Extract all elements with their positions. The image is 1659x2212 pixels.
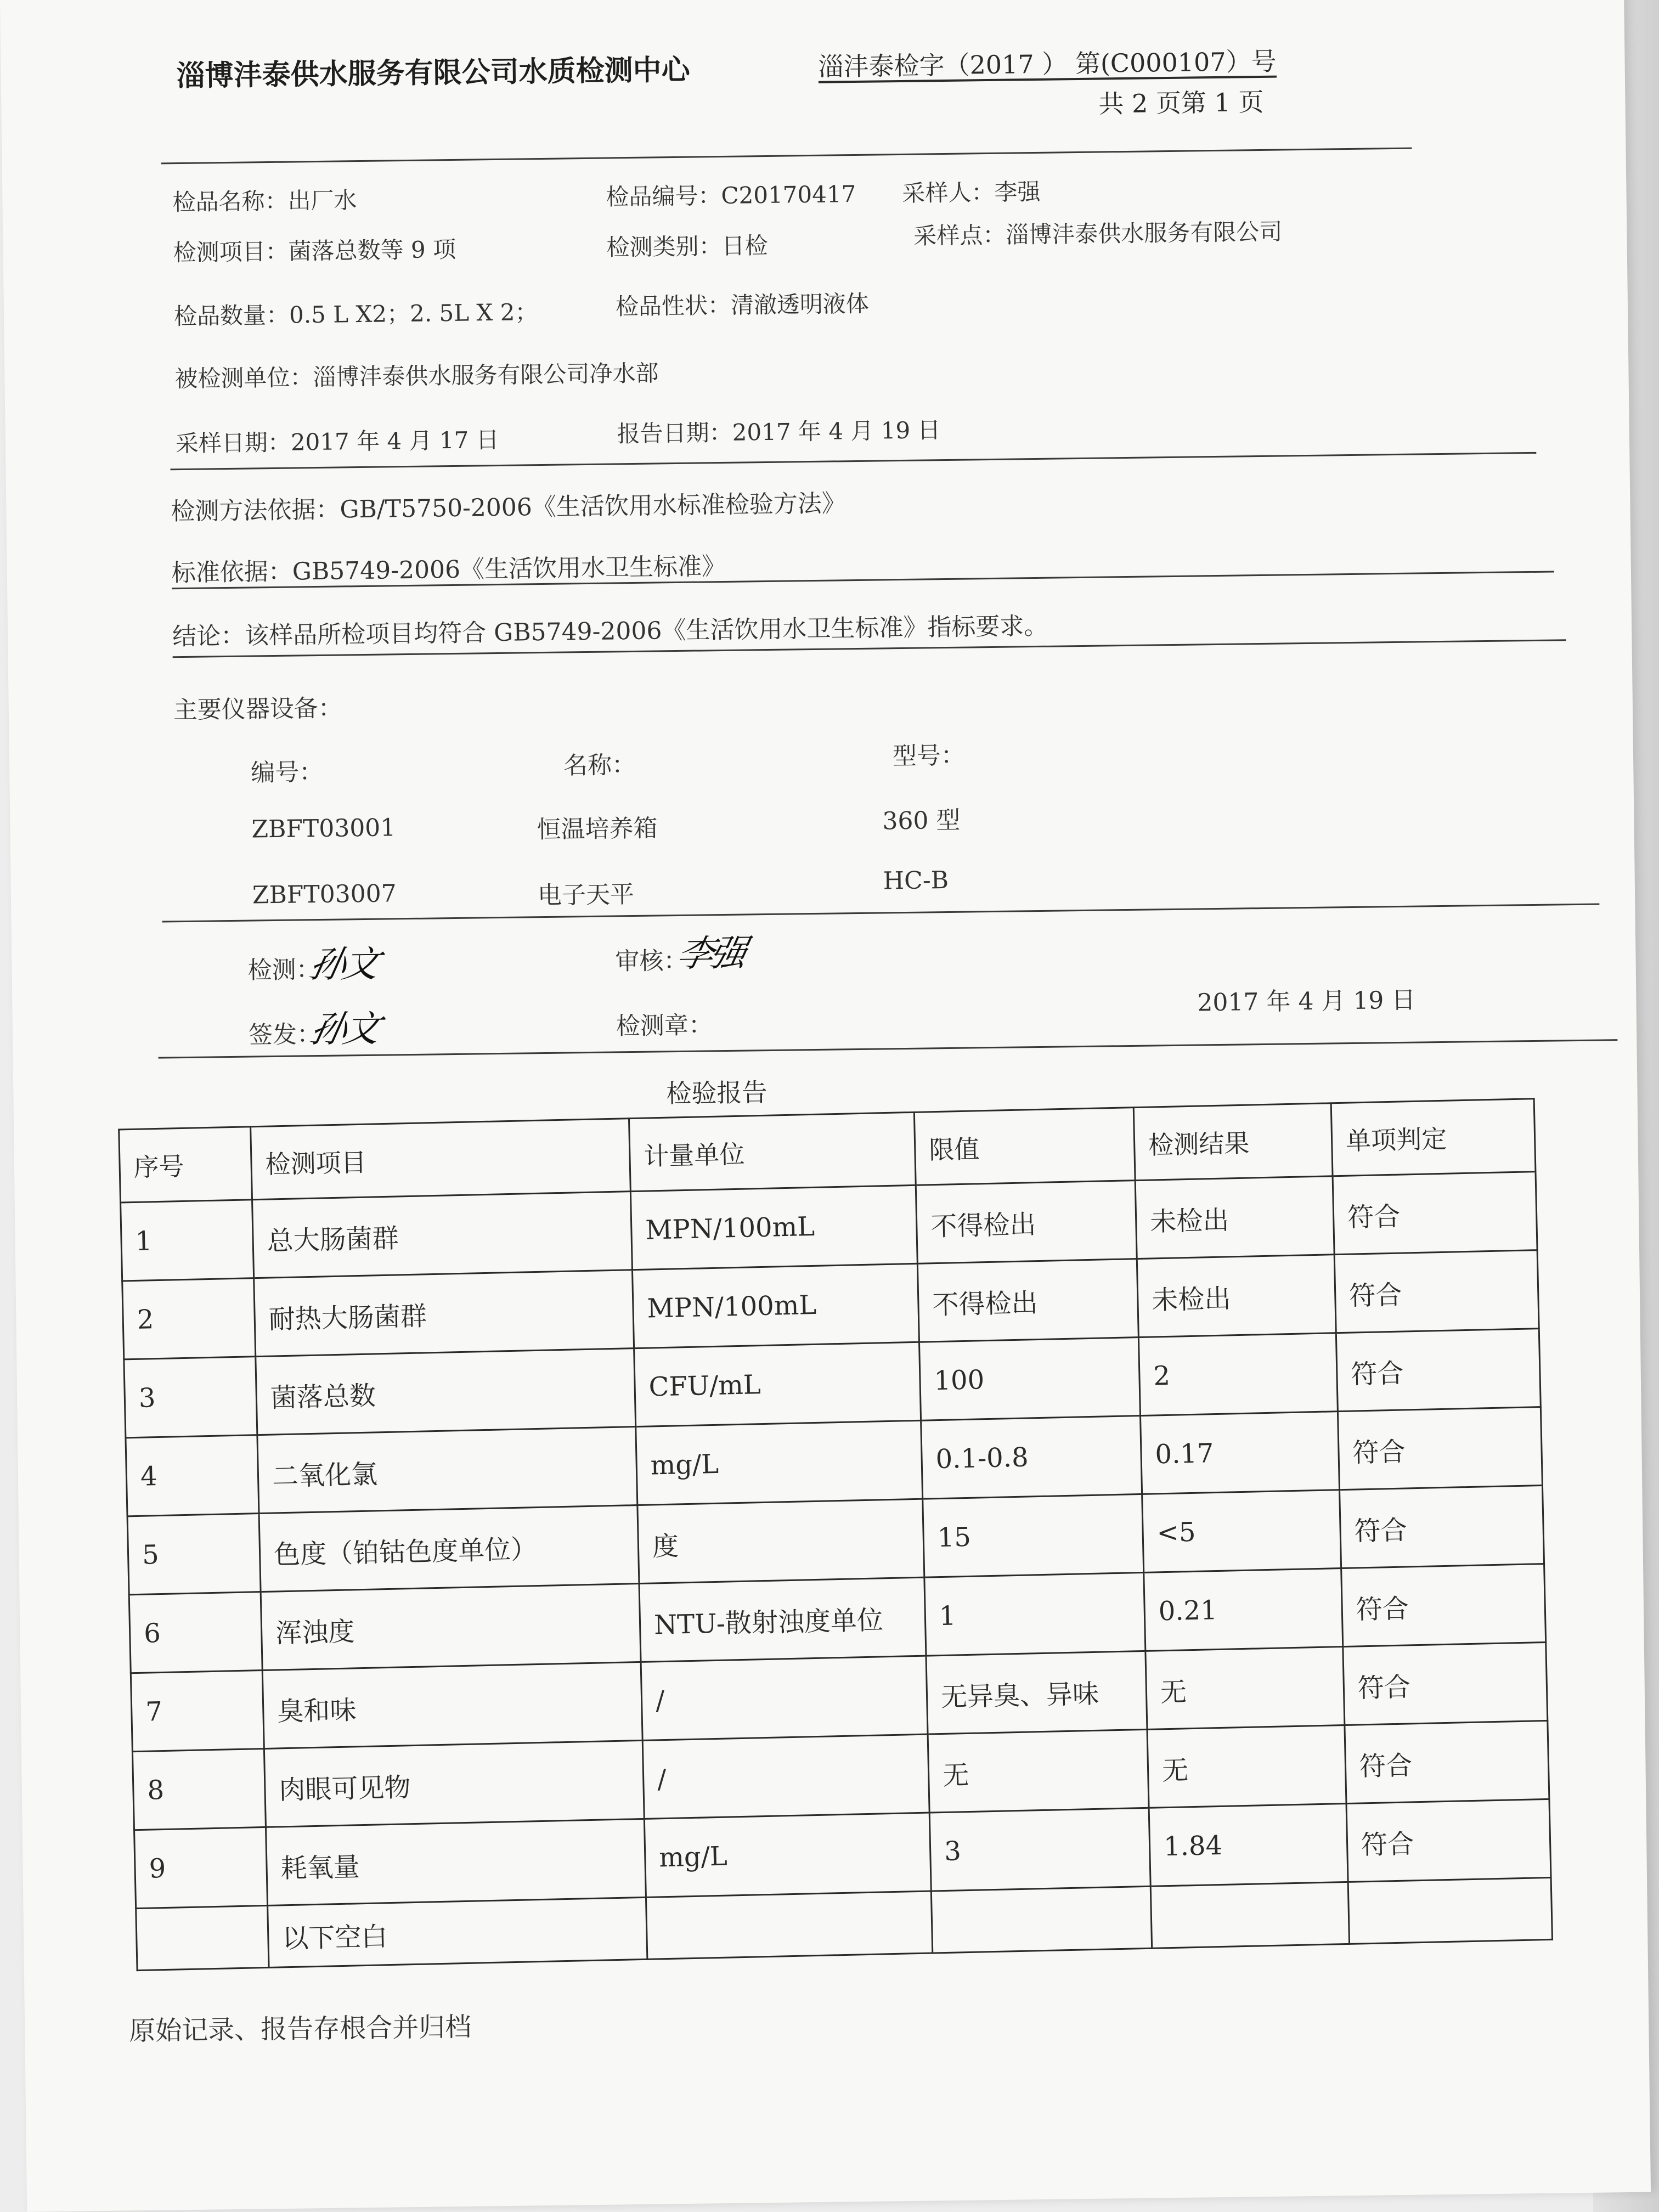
table-cell: 符合 [1334, 1250, 1539, 1333]
table-cell: 不得检出 [916, 1181, 1137, 1264]
sample-name: 检品名称：出厂水 [172, 187, 357, 216]
table-cell: CFU/mL [634, 1342, 921, 1426]
table-cell [1150, 1882, 1349, 1948]
issuer-signature: 孙文 [306, 1007, 381, 1051]
test-items: 检测项目：菌落总数等 9 项 [173, 235, 456, 267]
table-cell: 6 [129, 1592, 262, 1673]
equipment-name: 恒温培养箱 [537, 814, 658, 844]
table-cell: 100 [919, 1338, 1140, 1421]
table-cell: 0.17 [1141, 1412, 1340, 1494]
table-cell: 15 [923, 1494, 1144, 1577]
table-cell: / [641, 1656, 928, 1740]
table-cell: 色度（铂钴色度单位） [259, 1505, 639, 1592]
table-cell: 1 [121, 1200, 254, 1281]
equipment-col-number: 编号： [250, 758, 324, 787]
header-cell: 检测结果 [1133, 1103, 1333, 1181]
table-cell: 0.1-0.8 [921, 1416, 1142, 1499]
equipment-model: 360 型 [882, 806, 961, 836]
reviewer-signature: 李强 [673, 932, 748, 975]
table-cell: 浑浊度 [261, 1584, 641, 1671]
table-cell: 3 [124, 1357, 257, 1438]
table-cell: MPN/100mL [630, 1185, 917, 1269]
reviewer-label: 审核： [615, 946, 688, 976]
sample-date: 采样日期：2017 年 4 月 17 日 [175, 426, 499, 458]
table-cell: 符合 [1336, 1329, 1541, 1412]
table-cell: 符合 [1346, 1799, 1551, 1882]
table-cell: 未检出 [1137, 1255, 1336, 1338]
table-cell: 菌落总数 [256, 1348, 636, 1435]
sample-number: 检品编号：C20170417 [606, 180, 856, 211]
sample-character: 检品性状：清澈透明液体 [615, 290, 870, 320]
table-cell: 无 [1146, 1647, 1345, 1730]
equipment-name: 电子天平 [537, 881, 635, 910]
issuer-label: 签发： [248, 1020, 321, 1049]
table-cell: MPN/100mL [632, 1263, 919, 1348]
report-code: 淄沣泰检字（2017 ） 第(C000107）号 [818, 46, 1277, 82]
equipment-col-model: 型号： [892, 741, 966, 771]
sign-date: 2017 年 4 月 19 日 [1197, 986, 1416, 1017]
table-cell: 1.84 [1149, 1803, 1348, 1886]
table-cell: 二氧化氯 [257, 1427, 637, 1514]
equipment-col-name: 名称： [563, 751, 636, 780]
report-date: 报告日期：2017 年 4 月 19 日 [617, 416, 941, 448]
org-title: 淄博沣泰供水服务有限公司水质检测中心 [176, 53, 691, 93]
header-cell: 检测项目 [251, 1119, 631, 1200]
table-cell: 以下空白 [268, 1897, 647, 1967]
table-cell: NTU-散射浊度单位 [639, 1577, 926, 1662]
divider-line [161, 148, 1412, 165]
table-cell: 5 [127, 1514, 261, 1595]
table-cell [1348, 1877, 1552, 1944]
table-cell: 符合 [1340, 1486, 1544, 1568]
table-cell: 0.21 [1144, 1568, 1343, 1651]
table-cell: / [642, 1734, 929, 1819]
table-cell: 臭和味 [262, 1662, 642, 1748]
table-cell: 未检出 [1135, 1176, 1334, 1259]
stamp-label: 检测章： [616, 1011, 713, 1041]
test-method: 检测方法依据：GB/T5750-2006《生活饮用水标准检验方法》 [171, 489, 847, 526]
table-cell: 2 [1138, 1333, 1338, 1416]
table-cell: 3 [929, 1808, 1150, 1891]
table-cell: <5 [1142, 1490, 1341, 1573]
equipment-number: ZBFT03001 [251, 814, 396, 844]
table-cell: 耐热大肠菌群 [254, 1270, 634, 1357]
footer-note: 原始记录、报告存根合并归档 [128, 2011, 472, 2047]
tested-unit: 被检测单位：淄博沣泰供水服务有限公司净水部 [174, 359, 659, 393]
sampler: 采样人：李强 [902, 178, 1041, 207]
table-cell: 度 [637, 1499, 924, 1583]
table-cell: 符合 [1343, 1642, 1548, 1725]
standard-basis: 标准依据：GB5749-2006《生活饮用水卫生标准》 [171, 552, 726, 588]
table-cell: 无异臭、异味 [926, 1651, 1147, 1734]
table-cell: 符合 [1345, 1720, 1549, 1803]
table-cell: 无 [1147, 1725, 1346, 1808]
header-cell: 计量单位 [629, 1112, 916, 1191]
equipment-number: ZBFT03007 [252, 879, 397, 910]
header-cell: 限值 [914, 1108, 1135, 1186]
table-cell: 总大肠菌群 [252, 1192, 633, 1278]
equipment-heading: 主要仪器设备： [173, 694, 343, 725]
table-cell: 1 [924, 1572, 1146, 1656]
table-cell: 9 [134, 1827, 268, 1908]
table-cell: 4 [126, 1435, 259, 1516]
tester-signature: 孙文 [306, 943, 380, 986]
table-cell: 不得检出 [917, 1259, 1138, 1342]
table-cell: 耗氧量 [266, 1819, 646, 1905]
page-info: 共 2 页第 1 页 [1098, 87, 1264, 119]
table-cell: 符合 [1341, 1564, 1546, 1647]
table-cell [136, 1905, 269, 1970]
divider-line [159, 1039, 1618, 1058]
table-cell [646, 1891, 932, 1959]
table-cell: mg/L [636, 1420, 923, 1505]
table-cell: 8 [132, 1748, 266, 1830]
conclusion: 结论：该样品所检项目均符合 GB5749-2006《生活饮用水卫生标准》指标要求。 [172, 612, 1048, 651]
report-title: 检验报告 [666, 1077, 768, 1109]
table-cell: 符合 [1338, 1407, 1542, 1490]
table-cell [931, 1886, 1152, 1953]
header-cell: 单项判定 [1331, 1099, 1536, 1176]
test-category: 检测类别：日检 [606, 232, 768, 261]
table-cell: 7 [131, 1671, 264, 1752]
table-cell: 2 [122, 1278, 256, 1359]
results-table [118, 1098, 1553, 1971]
table-cell: mg/L [644, 1813, 931, 1897]
equipment-model: HC-B [883, 866, 949, 895]
sample-quantity: 检品数量：0.5 L X2；2. 5L X 2； [173, 298, 538, 330]
sampling-site: 采样点：淄博沣泰供水服务有限公司 [913, 218, 1283, 250]
header-cell: 序号 [119, 1127, 252, 1203]
tester-label: 检测： [247, 956, 320, 985]
table-cell: 无 [928, 1729, 1149, 1813]
table-cell: 肉眼可见物 [264, 1740, 644, 1827]
table-cell: 符合 [1333, 1172, 1537, 1255]
